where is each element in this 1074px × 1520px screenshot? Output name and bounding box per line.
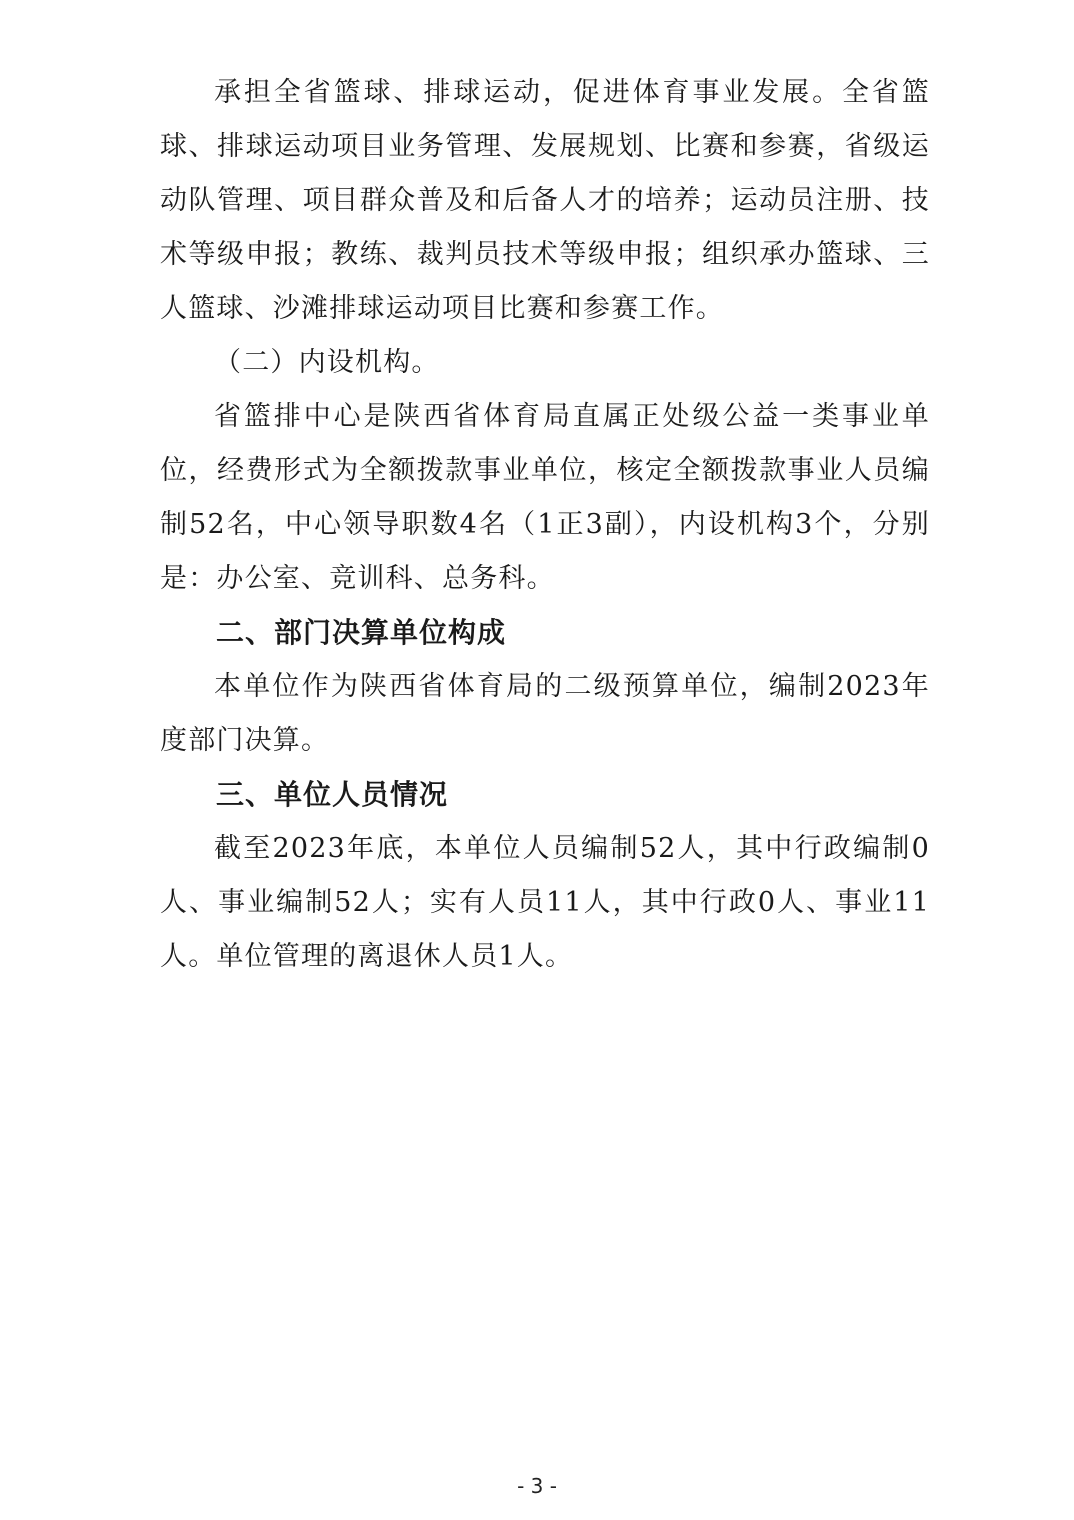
paragraph-internal-structure: 省篮排中心是陕西省体育局直属正处级公益一类事业单位，经费形式为全额拨款事业单位，核定全额拨款事业人员编制52名，中心领导职数4名（1正3副），内设机构3个，分别是：办公室、竞训科、总务科。 <box>160 401 930 594</box>
section-heading-staff: 三、单位人员情况 <box>216 778 449 811</box>
paragraph-staff: 截至2023年底，本单位人员编制52人，其中行政编制0人、事业编制52人；实有人员11人，其中行政0人、事业11人。单位管理的离退休人员1人。 <box>160 833 930 972</box>
paragraph-duties: 承担全省篮球、排球运动，促进体育事业发展。全省篮球、排球运动项目业务管理、发展规划、比赛和参赛，省级运动队管理、项目群众普及和后备人才的培养；运动员注册、技术等级申报；教练、裁判员技术等级申报；组织承办篮球、三人篮球、沙滩排球运动项目比赛和参赛工作。 <box>160 77 930 324</box>
paragraph-unit-composition: 本单位作为陕西省体育局的二级预算单位，编制2023年度部门决算。 <box>160 671 930 756</box>
document-body <box>160 66 930 984</box>
subheading-internal-structure: （二）内设机构。 <box>214 347 440 378</box>
section-heading-unit-composition: 二、部门决算单位构成 <box>216 616 507 649</box>
page-number: - 3 - <box>517 1474 557 1498</box>
